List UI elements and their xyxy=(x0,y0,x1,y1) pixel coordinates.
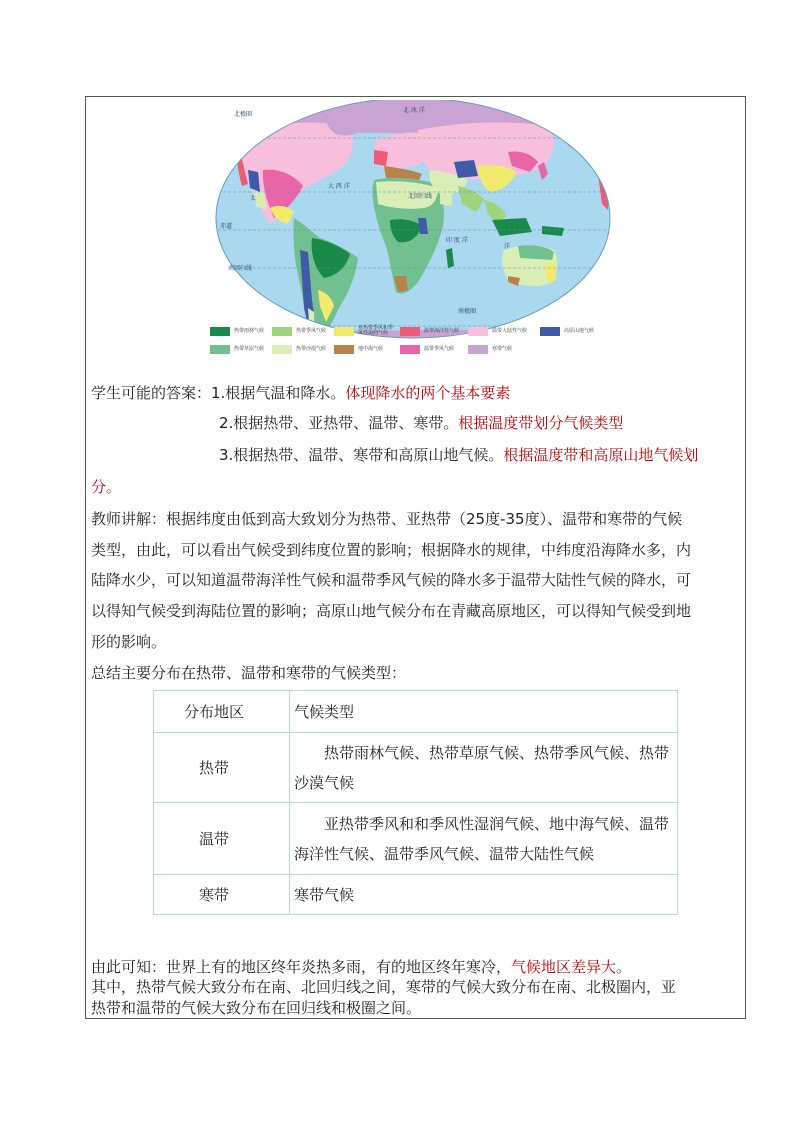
legend-item-subtropical-monsoon xyxy=(334,326,393,336)
legend-swatch xyxy=(400,327,420,336)
conclusion-line-2: 其中，热带气候大致分布在南、北回归线之间，寒带的气候大致分布在南、北极圈内，亚 xyxy=(91,978,677,996)
map-label-tropic-cancer: 北回归线 xyxy=(408,193,433,200)
conclusion-text: 由此可知：世界上有的地区终年炎热多雨，有的地区终年寒冷， xyxy=(91,958,512,976)
conclusion-highlight: 气候地区差异大 xyxy=(511,958,617,976)
legend-swatch xyxy=(540,327,560,336)
legend-item-mediterranean xyxy=(334,344,383,354)
map-label-tropic-capricorn: 南回归线 xyxy=(228,265,253,272)
legend-item-tropical-desert xyxy=(272,344,326,354)
teacher-line-1: 教师讲解：根据纬度由低到高大致划分为热带、亚热带（25度-35度）、温带和寒带的气候 xyxy=(91,510,683,528)
legend-label: 热带沙漠气候 xyxy=(296,345,327,352)
answer-1-note: 体现降水的两个基本要素 xyxy=(345,384,511,402)
legend-label: 高原山地气候 xyxy=(564,327,595,334)
legend-label: 地中海气候 xyxy=(358,345,384,352)
legend-label: 亚热带季风和季 风性湿润气候 xyxy=(358,325,394,336)
answer-line-2 xyxy=(219,413,623,433)
legend-label: 温带大陆性气候 xyxy=(492,327,528,334)
legend-swatch xyxy=(272,327,292,336)
conclusion-line-3: 热带和温带的气候大致分布在回归线和极圈之间。 xyxy=(91,999,422,1017)
answer-2-note: 根据温度带划分气候类型 xyxy=(458,414,624,432)
legend-swatch xyxy=(400,345,420,354)
map-label-atlantic: 大 西 洋 xyxy=(328,183,350,190)
world-climate-map xyxy=(208,100,618,362)
answer-line-1 xyxy=(91,383,510,403)
legend-swatch xyxy=(272,345,292,354)
map-label-indian-ocean: 印 度 洋 xyxy=(446,237,468,244)
legend-label: 温带季风气候 xyxy=(424,345,455,352)
legend-swatch xyxy=(468,345,488,354)
map-label-arctic-ocean: 北 冰 洋 xyxy=(403,107,425,114)
table-header-row xyxy=(154,691,678,733)
conclusion-period: 。 xyxy=(616,958,632,976)
map-label-equator: 赤道 xyxy=(220,223,233,230)
legend-label: 寒带气候 xyxy=(492,345,513,352)
teacher-line-5: 形的影响。 xyxy=(91,633,167,651)
table-row xyxy=(154,875,678,915)
teacher-line-4: 以得知气候受到海陆位置的影响；高原山地气候分布在青藏高原地区，可以得知气候受到地 xyxy=(91,602,692,620)
climate-table xyxy=(153,690,678,915)
table-cell-types: 热带雨林气候、热带草原气候、热带季风气候、热带沙漠气候 xyxy=(290,733,678,803)
legend-item-tropical-savanna xyxy=(210,344,264,354)
answer-2-text: 2.根据热带、亚热带、温带、寒带。 xyxy=(219,414,459,432)
legend-item-tropical-monsoon xyxy=(272,326,326,336)
conclusion-line-1 xyxy=(91,957,631,977)
map-label-pacific-s: 洋 xyxy=(504,243,511,250)
answer-line-3 xyxy=(219,445,698,465)
legend-item-temperate-monsoon xyxy=(400,344,454,354)
legend-item-temperate-maritime xyxy=(400,326,459,336)
map-legend xyxy=(210,324,610,358)
legend-label: 温带海洋性气候 xyxy=(424,327,460,334)
table-cell-region: 热带 xyxy=(154,733,290,803)
answer-3-note: 根据温度带和高原山地气候划 xyxy=(503,446,699,464)
table-header-region: 分布地区 xyxy=(154,691,290,733)
table-cell-region: 温带 xyxy=(154,803,290,875)
teacher-line-3: 陆降水少，可以知道温带海洋性气候和温带季风气候的降水多于温带大陆性气候的降水，可 xyxy=(91,571,692,589)
legend-swatch xyxy=(210,327,230,336)
summary-title: 总结主要分布在热带、温带和寒带的气候类型： xyxy=(91,664,407,682)
teacher-line-2: 类型，由此，可以看出气候受到纬度位置的影响；根据降水的规律，中纬度沿海降水多，内 xyxy=(91,541,692,559)
table-header-types: 气候类型 xyxy=(290,691,678,733)
table-cell-region: 寒带 xyxy=(154,875,290,915)
legend-item-highland xyxy=(540,326,594,336)
legend-item-tropical-rainforest xyxy=(210,326,264,336)
answer-3-text: 3.根据热带、温带、寒带和高原山地气候。 xyxy=(219,446,504,464)
legend-item-polar xyxy=(468,344,512,354)
table-row xyxy=(154,733,678,803)
legend-item-temperate-continental xyxy=(468,326,527,336)
answer-1-text: 学生可能的答案：1.根据气温和降水。 xyxy=(91,384,346,402)
table-cell-types: 寒带气候 xyxy=(290,875,678,915)
map-graphic xyxy=(208,100,618,362)
legend-swatch xyxy=(334,327,354,336)
legend-label: 热带草原气候 xyxy=(234,345,265,352)
answer-line-3-cont: 分。 xyxy=(91,478,122,496)
legend-label: 热带雨林气候 xyxy=(234,327,265,334)
legend-swatch xyxy=(210,345,230,354)
table-row xyxy=(154,803,678,875)
legend-swatch xyxy=(334,345,354,354)
map-label-antarctic-circle: 南极圈 xyxy=(458,308,477,315)
map-label-arctic-circle: 北极圈 xyxy=(234,111,253,118)
table-cell-types: 亚热带季风和和季风性湿润气候、地中海气候、温带海洋性气候、温带季风气候、温带大陆性气候 xyxy=(290,803,678,875)
map-label-pacific-n: 太 xyxy=(250,195,257,202)
legend-swatch xyxy=(468,327,488,336)
legend-label: 热带季风气候 xyxy=(296,327,327,334)
